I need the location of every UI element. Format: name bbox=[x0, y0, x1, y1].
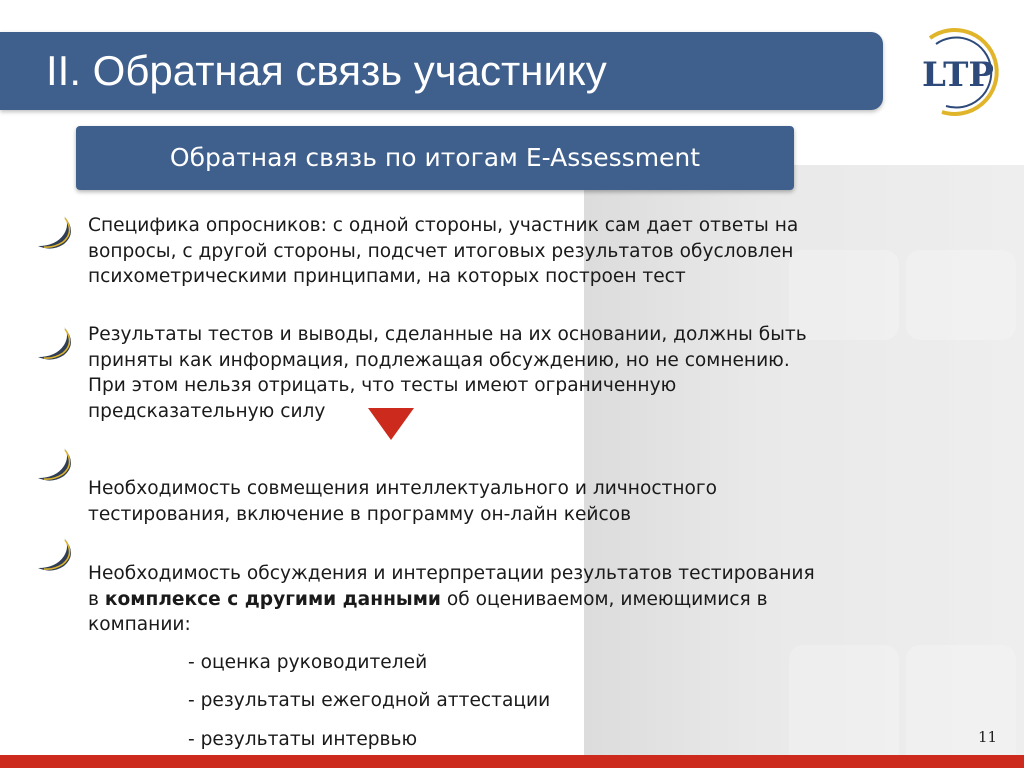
bullet-line: психометрическими принципами, на которых построен тест bbox=[88, 266, 686, 287]
text-fragment: в bbox=[88, 588, 105, 610]
bullet-line: тестирования, включение в программу он-лайн кейсов bbox=[88, 503, 632, 525]
panel-tile bbox=[906, 645, 1016, 768]
panel-tile bbox=[906, 250, 1016, 340]
bullet-line: предсказательную силу bbox=[88, 400, 326, 422]
bullet-4-text bbox=[88, 561, 888, 638]
bullet-2-text bbox=[88, 322, 888, 424]
bullet-line: Необходимость совмещения интеллектуального и личностного bbox=[88, 478, 718, 499]
bullet-line: Специфика опросников: с одной стороны, участник сам дает ответы на bbox=[88, 215, 799, 236]
bullet-line: Необходимость обсуждения и интерпретации результатов тестирования bbox=[88, 563, 815, 584]
swirl-bullet-icon bbox=[34, 212, 78, 256]
swirl-bullet-icon bbox=[34, 534, 78, 578]
sub-item: - результаты ежегодной аттестации bbox=[188, 690, 551, 711]
bold-emphasis: комплексе с другими данными bbox=[104, 588, 441, 610]
bullet-line: При этом нельзя отрицать, что тесты имеют ограниченную bbox=[88, 375, 677, 396]
title-bar bbox=[0, 32, 883, 110]
bullet-line: вопросы, с другой стороны, подсчет итоговых результатов обусловлен bbox=[88, 240, 794, 262]
bullet-3-text bbox=[88, 476, 888, 527]
bullet-line-mixed bbox=[88, 587, 888, 613]
sub-item: - результаты интервью bbox=[188, 729, 418, 750]
slide-title: II. Обратная связь участнику bbox=[46, 47, 607, 94]
bullet-line: приняты как информация, подлежащая обсуждению, но не сомнению. bbox=[88, 349, 790, 371]
bullet-line: компании: bbox=[88, 614, 191, 635]
bullet-1-text bbox=[88, 213, 888, 290]
bullet-line: Результаты тестов и выводы, сделанные на их основании, должны быть bbox=[88, 324, 807, 345]
logo-text: LTP bbox=[921, 55, 995, 95]
subtitle-text: Обратная связь по итогам E-Assessment bbox=[169, 143, 701, 172]
subtitle-bar bbox=[76, 126, 794, 190]
bottom-accent-bar bbox=[0, 755, 1024, 768]
swirl-bullet-icon bbox=[34, 323, 78, 367]
down-arrow-icon bbox=[368, 408, 414, 440]
swirl-bullet-icon bbox=[34, 444, 78, 488]
ltp-logo bbox=[902, 20, 1012, 120]
sub-item: - оценка руководителей bbox=[188, 652, 428, 673]
text-fragment: об оцениваемом, имеющимися в bbox=[440, 588, 768, 610]
page-number: 11 bbox=[978, 728, 998, 746]
panel-tile bbox=[789, 645, 899, 768]
